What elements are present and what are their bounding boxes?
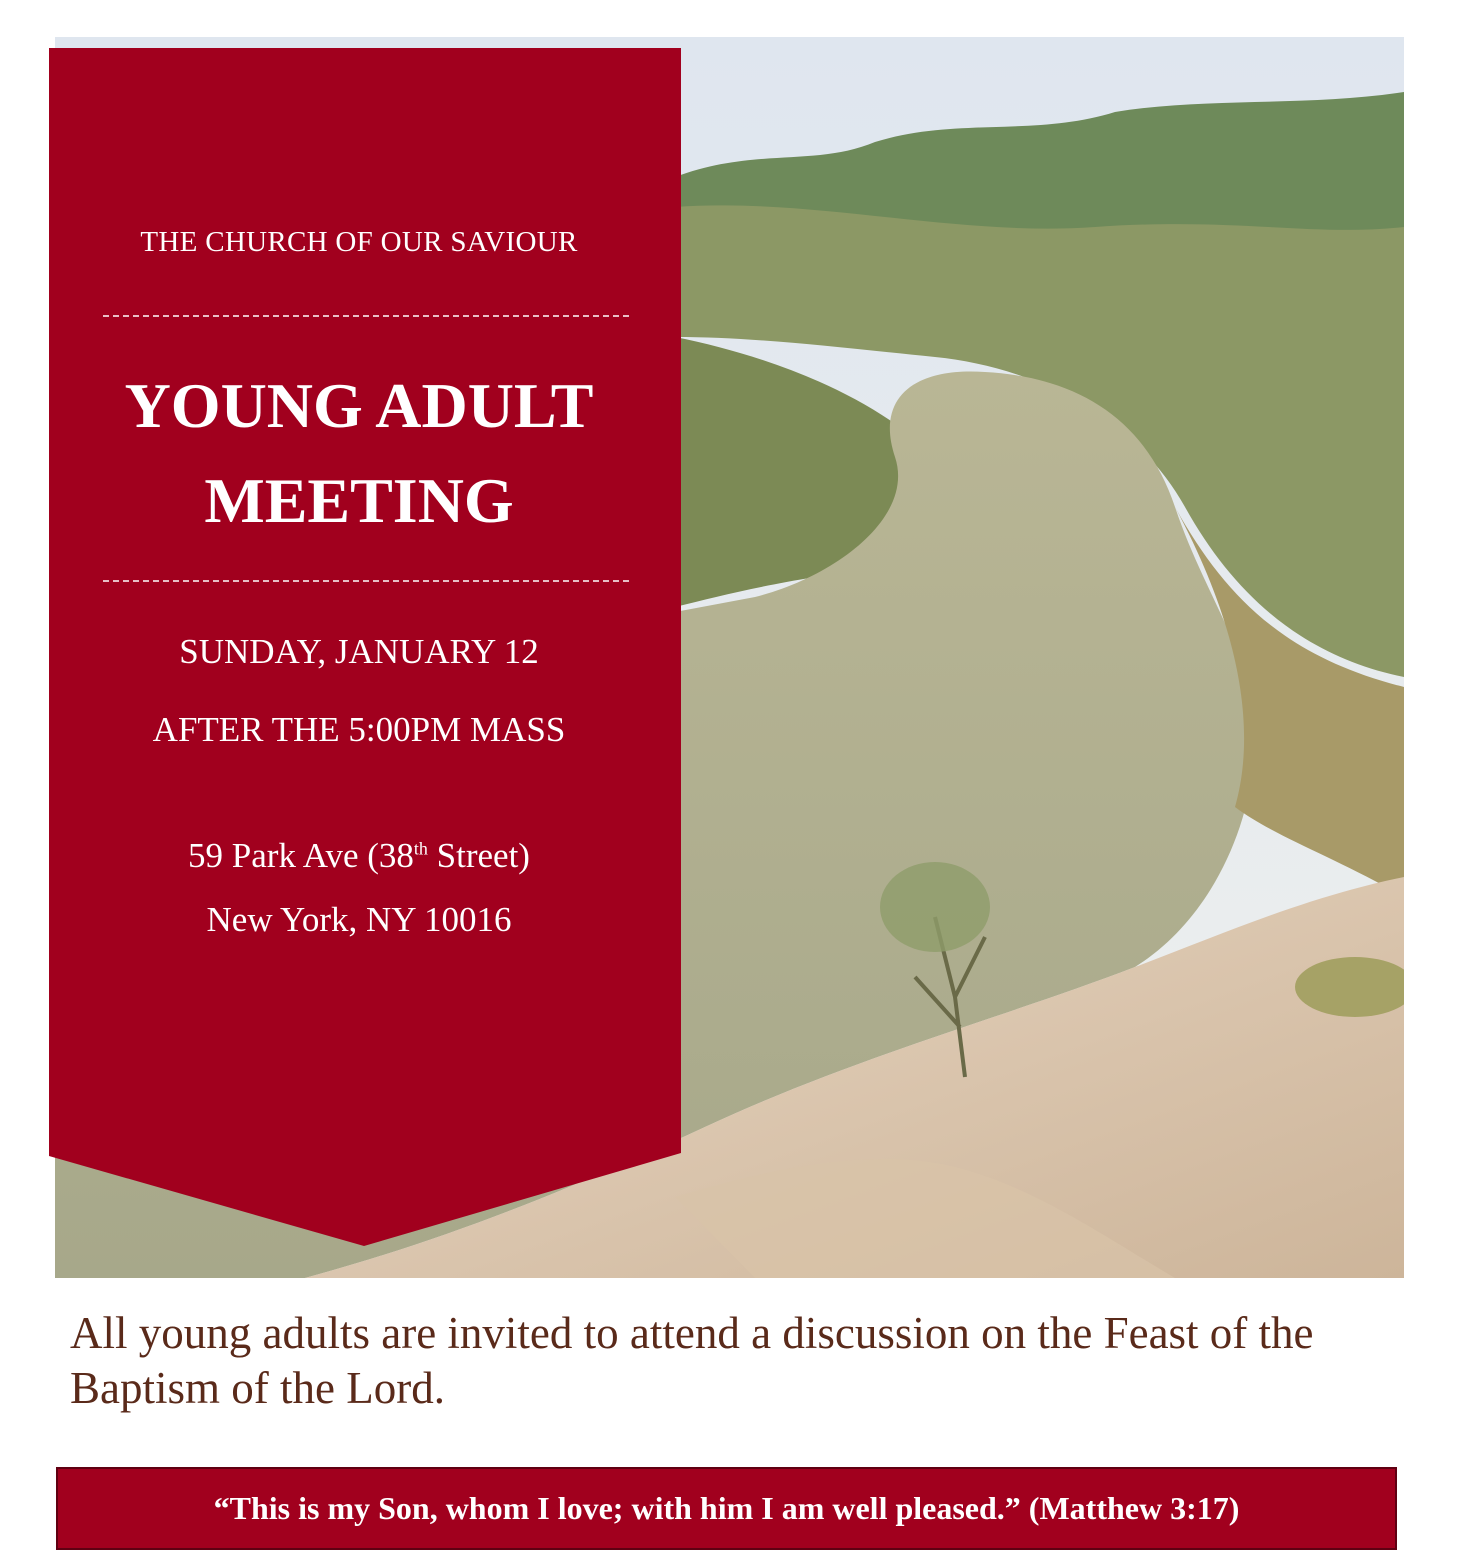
event-banner — [49, 48, 681, 1246]
divider-bottom — [103, 580, 629, 582]
event-title-line2: MEETING — [204, 465, 514, 536]
scripture-quote: “This is my Son, whom I love; with him I am well pleased.” (Matthew 3:17) — [56, 1467, 1397, 1550]
event-title — [49, 358, 669, 548]
event-time: AFTER THE 5:00PM MASS — [152, 710, 566, 749]
address-street — [49, 836, 669, 876]
address-street-end: Street) — [427, 836, 530, 875]
church-name: THE CHURCH OF OUR SAVIOUR — [140, 226, 578, 258]
address-ordinal: th — [413, 838, 428, 859]
event-title-line1: YOUNG ADULT — [124, 370, 594, 441]
event-date: SUNDAY, JANUARY 12 — [179, 632, 539, 671]
address-city: New York, NY 10016 — [206, 900, 512, 939]
address-street-start: 59 Park Ave (38 — [188, 836, 414, 875]
divider-top — [103, 315, 629, 317]
event-description: All young adults are invited to attend a discussion on the Feast of the Baptism of the Lord. — [70, 1308, 1314, 1413]
